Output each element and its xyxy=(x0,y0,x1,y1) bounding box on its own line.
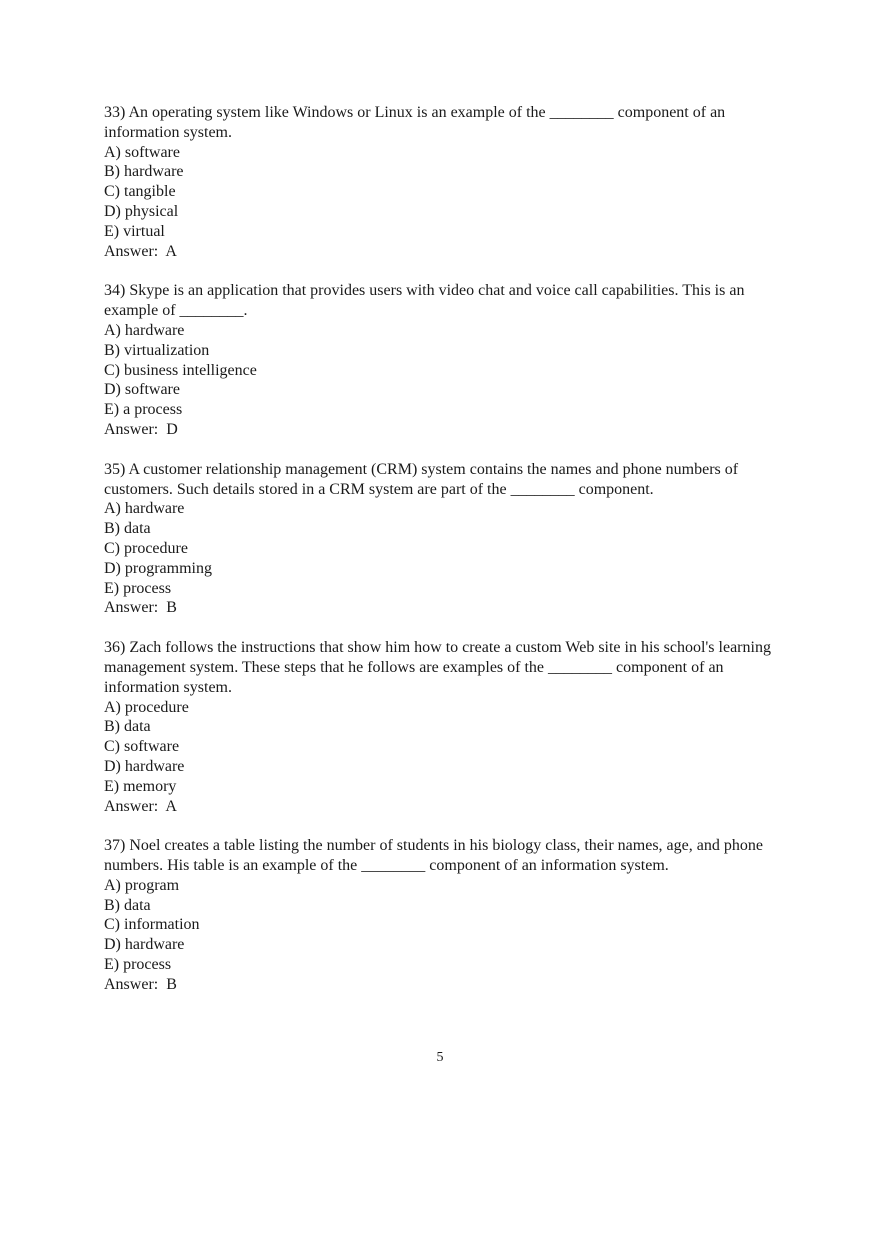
option-d: D) physical xyxy=(104,202,179,220)
option-b: B) virtualization xyxy=(104,341,210,359)
option-c: C) procedure xyxy=(104,539,188,557)
option-c: C) information xyxy=(104,916,200,934)
document-page xyxy=(104,103,794,1015)
option-a: A) procedure xyxy=(104,698,189,716)
option-a: A) software xyxy=(104,143,180,161)
question-35 xyxy=(104,460,794,618)
question-text: 33) An operating system like Windows or Linux is an example of the ________ component of an information system. xyxy=(104,104,726,141)
option-a: A) hardware xyxy=(104,321,185,339)
answer-line: Answer: A xyxy=(104,242,177,260)
option-b: B) data xyxy=(104,896,151,914)
option-e: E) process xyxy=(104,579,172,597)
option-e: E) virtual xyxy=(104,222,165,240)
page-number: 5 xyxy=(436,1050,444,1065)
option-d: D) hardware xyxy=(104,936,185,954)
option-e: E) a process xyxy=(104,401,183,419)
option-e: E) process xyxy=(104,956,172,974)
question-text: 37) Noel creates a table listing the number of students in his biology class, their names, age, and phone numbers. His table is an example of the ________ component of an information system. xyxy=(104,837,763,875)
question-33 xyxy=(104,103,794,261)
question-text: 36) Zach follows the instructions that show him how to create a custom Web site in his school's learning management system. These steps that he follows are examples of the ________ component of an information system. xyxy=(104,639,771,696)
option-d: D) hardware xyxy=(104,757,185,775)
question-37 xyxy=(104,836,794,994)
option-c: C) software xyxy=(104,738,180,756)
option-b: B) data xyxy=(104,718,151,736)
answer-line: Answer: B xyxy=(104,599,177,617)
answer-line: Answer: D xyxy=(104,420,178,438)
option-a: A) hardware xyxy=(104,500,185,518)
option-b: B) hardware xyxy=(104,163,184,181)
question-text: 35) A customer relationship management (CRM) system contains the names and phone numbers of customers. Such details stored in a CRM system are part of the ________ component. xyxy=(104,460,739,498)
option-c: C) tangible xyxy=(104,183,176,201)
question-text: 34) Skype is an application that provides users with video chat and voice call capabilities. This is an example of ________. xyxy=(104,282,745,320)
option-d: D) software xyxy=(104,381,180,399)
option-e: E) memory xyxy=(104,777,177,795)
option-a: A) program xyxy=(104,876,180,894)
option-c: C) business intelligence xyxy=(104,361,257,379)
option-b: B) data xyxy=(104,520,151,538)
answer-line: Answer: A xyxy=(104,797,177,815)
option-d: D) programming xyxy=(104,559,212,577)
answer-line: Answer: B xyxy=(104,975,177,993)
question-34 xyxy=(104,281,794,439)
question-36 xyxy=(104,638,794,816)
